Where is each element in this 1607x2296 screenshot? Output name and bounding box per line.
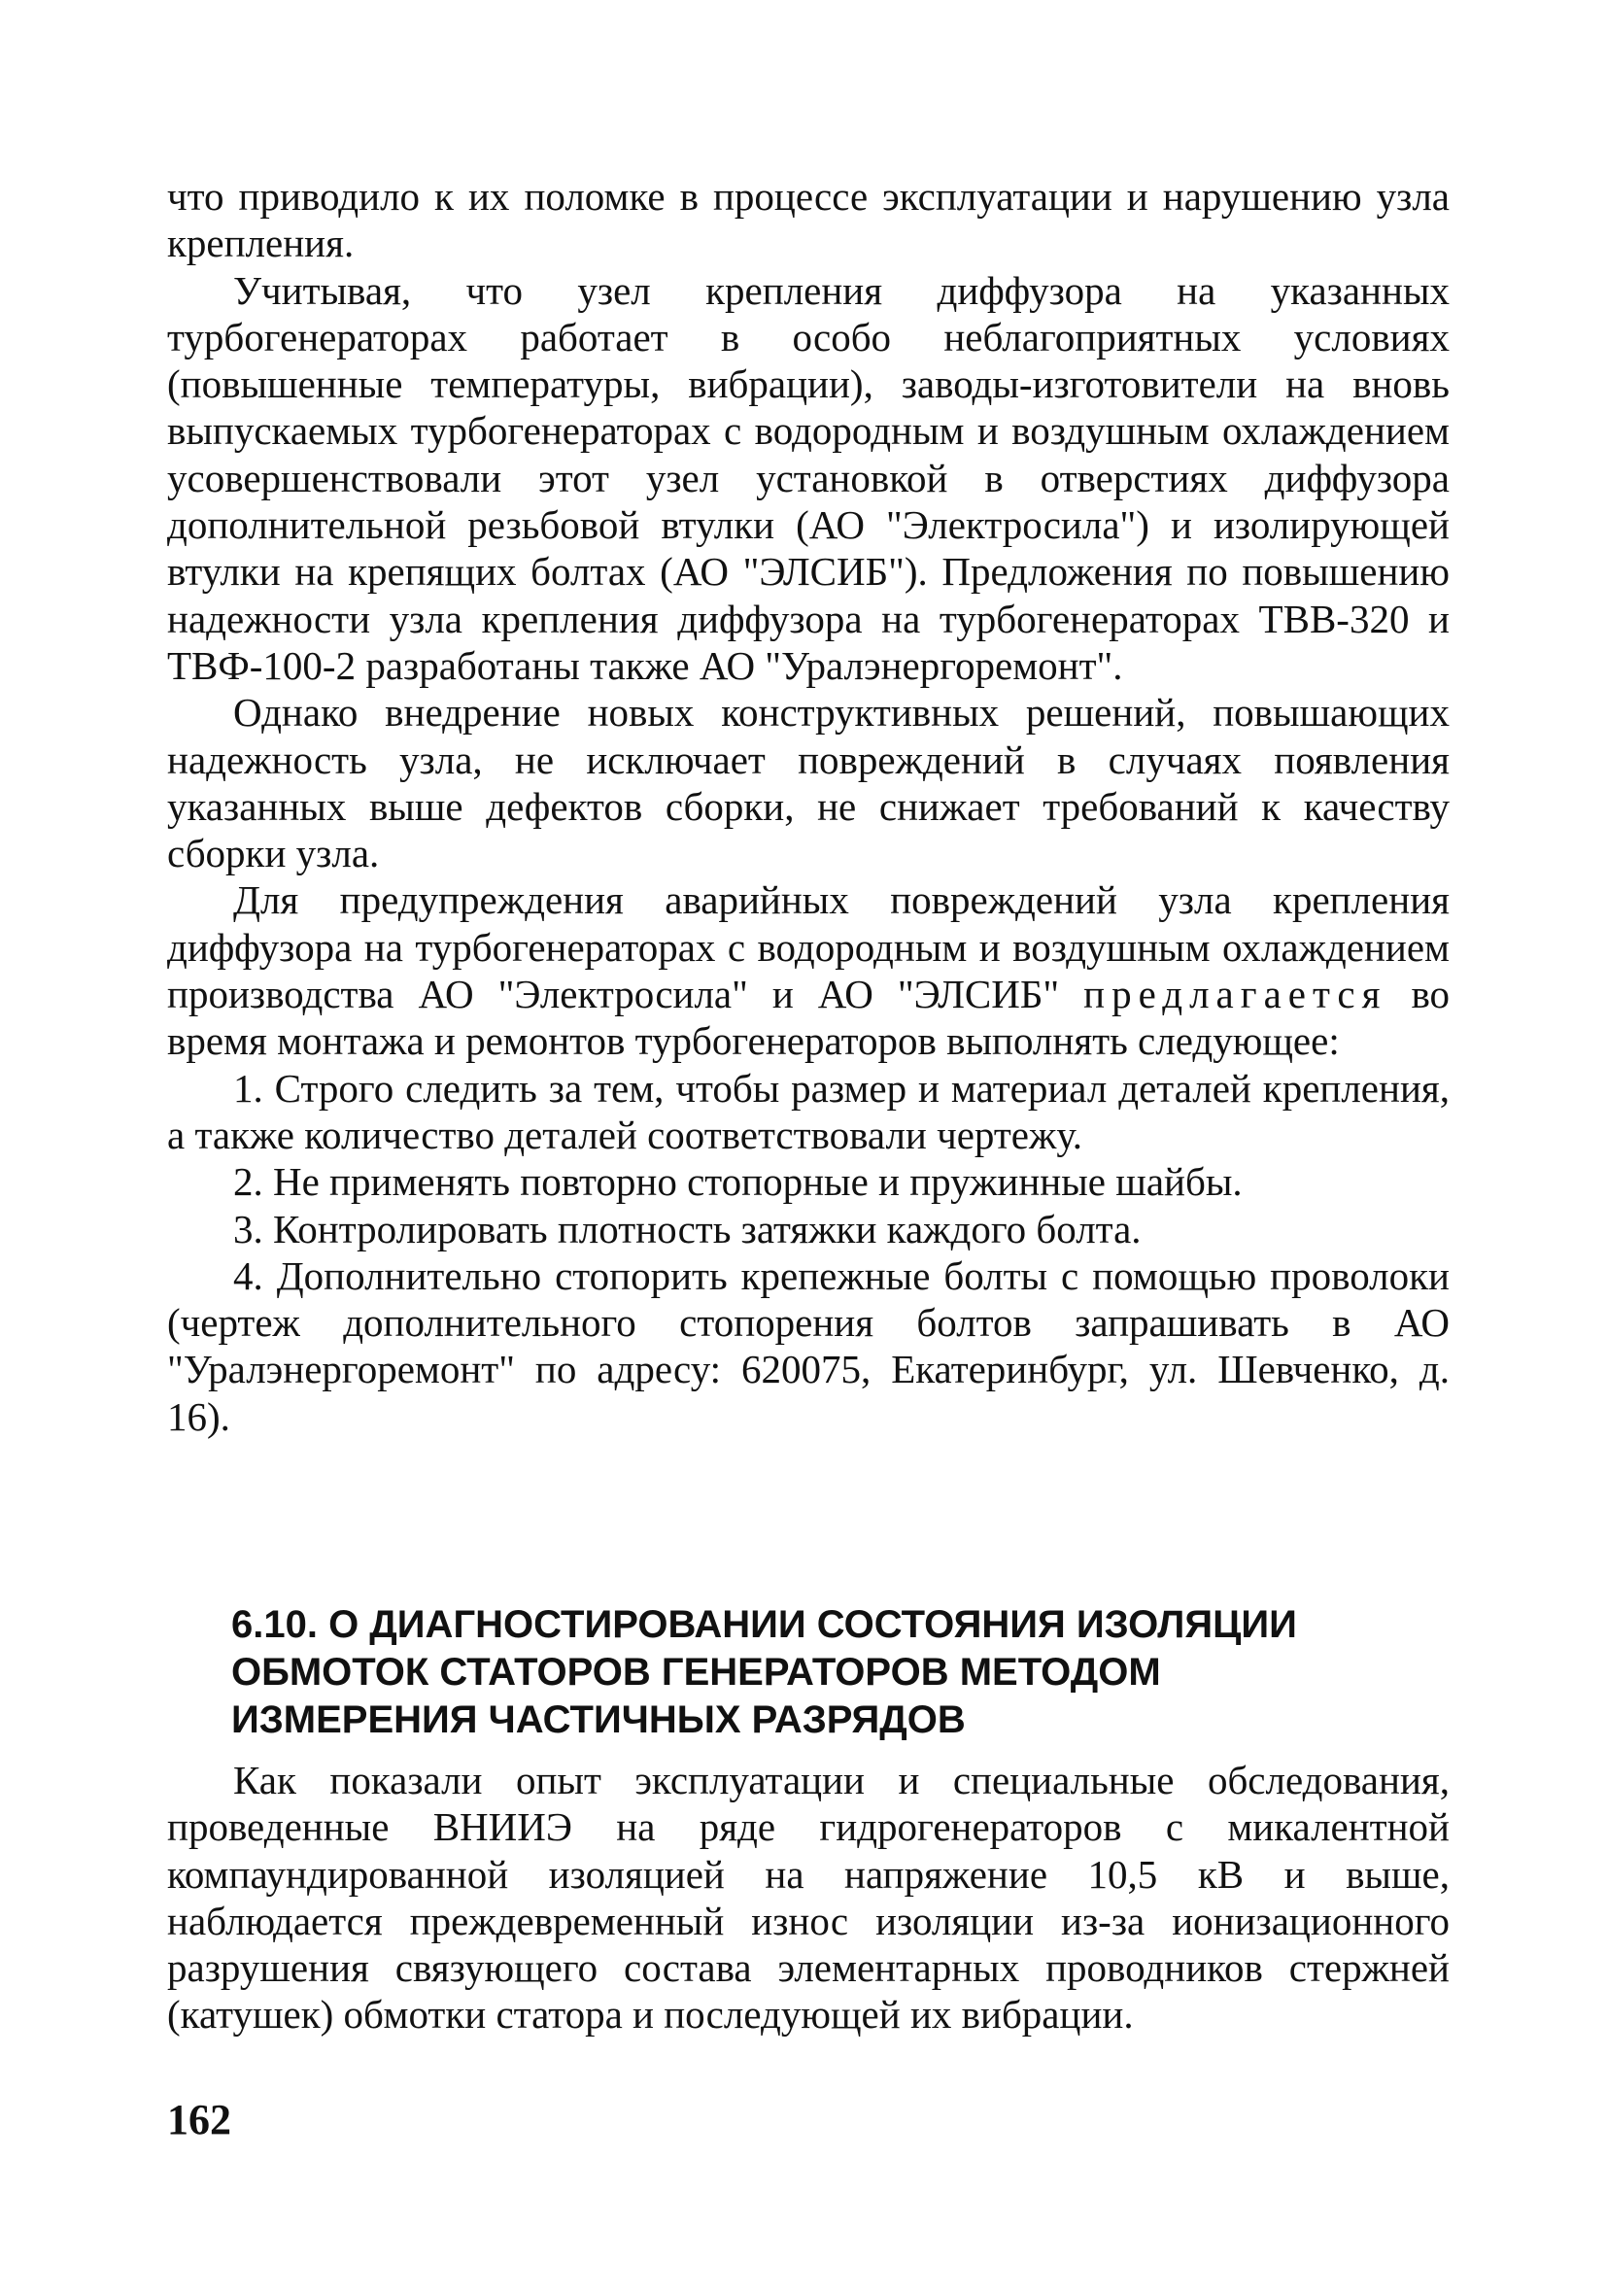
- list-item-1: 1. Строго следить за тем, чтобы размер и материал деталей крепления, а также количество деталей соответствовали чертежу.: [167, 1065, 1450, 1157]
- proposal-text-after: во время монтажа и ремонтов турбогенераторов выполнять следующее:: [167, 972, 1451, 1064]
- page-number: 162: [167, 2096, 231, 2143]
- list-item-2: 2. Не применять повторно стопорные и пружинные шайбы.: [233, 1159, 1243, 1205]
- list-item-4: 4. Дополнительно стопорить крепежные болты с помощью проволоки (чертеж дополнительного стопорения болтов запрашивать в АО "Уралэнергоремонт" по адресу: 620075, Екатеринбург, ул. Шевченко, д. 16).: [167, 1252, 1450, 1439]
- section-text: [167, 1757, 1450, 2039]
- proposal-emphasis: предлагается: [1083, 972, 1387, 1017]
- list-item-3: 3. Контролировать плотность затяжки каждого болта.: [233, 1206, 1142, 1251]
- section-heading: 6.10. О ДИАГНОСТИРОВАНИИ СОСТОЯНИЯ ИЗОЛЯЦИИ ОБМОТОК СТАТОРОВ ГЕНЕРАТОРОВ МЕТОДОМ ИЗМЕРЕНИЯ ЧАСТИЧНЫХ РАЗРЯДОВ: [231, 1603, 1297, 1741]
- main-text: [167, 173, 1450, 1440]
- paragraph-continuation: что приводило к их поломке в процессе эксплуатации и нарушению узла крепления.: [167, 174, 1450, 266]
- proposal-text-before: Для предупреждения аварийных повреждений узла крепления диффузора на турбогенераторах с водородным и воздушным охлаждением производства АО "Электросила" и АО "ЭЛСИБ": [167, 877, 1450, 1017]
- paragraph-proposal: [167, 876, 1450, 1064]
- paragraph: Учитывая, что узел крепления диффузора на указанных турбогенераторах работает в особо неблагоприятных условиях (повышенные температуры, вибрации), заводы-изготовители на вновь выпускаемых турбогенераторах с водородным и воздушным охлаждением усовершенствовали этот узел установкой в отверстиях диффузора дополнительной резьбовой втулки (АО "Электросила") и изолирующей втулки на крепящих болтах (АО "ЭЛСИБ"). Предложения по повышению надежности узла крепления диффузора на турбогенераторах ТВВ-320 и ТВФ-100-2 разработаны также АО "Уралэнергоремонт".: [167, 267, 1450, 688]
- paragraph: Как показали опыт эксплуатации и специальные обследования, проведенные ВНИИЭ на ряде гидрогенераторов с микалентной компаундированной изоляцией на напряжение 10,5 кВ и выше, наблюдается преждевременный износ изоляции из-за ионизационного разрушения связующего состава элементарных проводников стержней (катушек) обмотки статора и последующей их вибрации.: [167, 1758, 1450, 2038]
- paragraph: Однако внедрение новых конструктивных решений, повышающих надежность узла, не исключает повреждений в случаях появления указанных выше дефектов сборки, не снижает требований к качеству сборки узла.: [167, 690, 1450, 876]
